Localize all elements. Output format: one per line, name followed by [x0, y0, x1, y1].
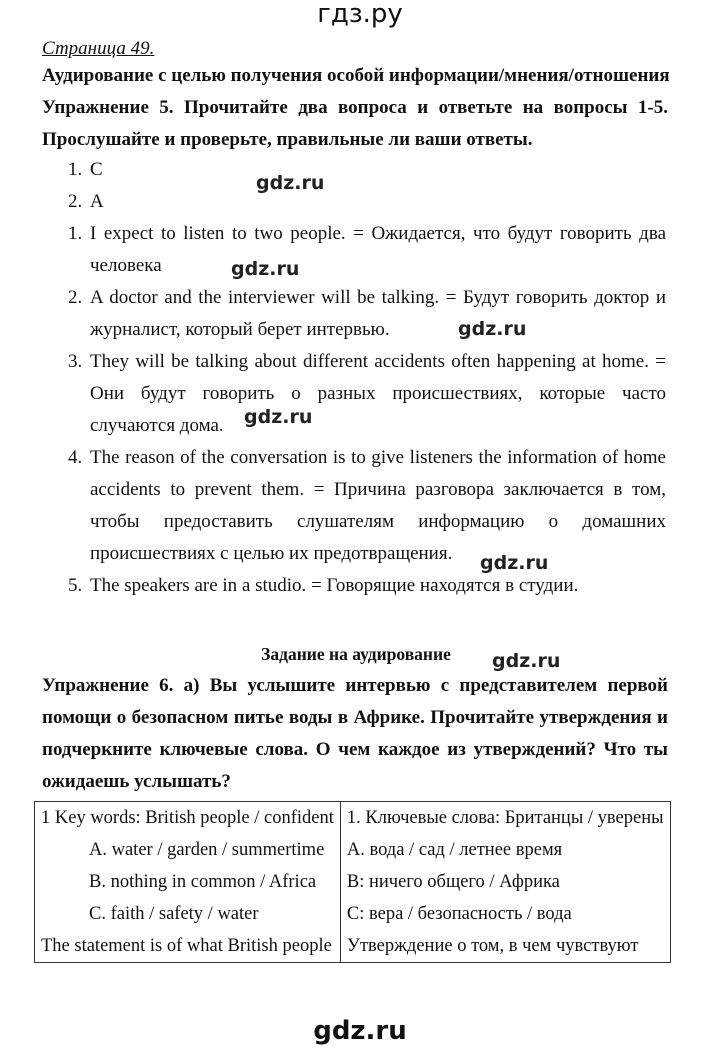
site-footer: gdz.ru	[313, 1016, 407, 1046]
watermark: gdz.ru	[256, 172, 325, 194]
item-number: 1.	[68, 223, 83, 244]
answer-text: C	[90, 159, 103, 180]
item-text: The speakers are in a studio. = Говорящие находятся в студии.	[90, 575, 579, 596]
table-line: 1 Key words: British people / confident	[41, 808, 334, 828]
page-label: Страница 49.	[42, 38, 155, 59]
watermark: gdz.ru	[492, 650, 561, 672]
item-number: 5.	[68, 575, 83, 596]
table-cell-left	[35, 802, 341, 963]
table-line: Утверждение о том, в чем чувствуют	[346, 936, 639, 956]
list-item	[68, 570, 666, 602]
table-line: А. вода / сад / летнее время	[346, 840, 563, 860]
exercise-6-instruction: Упражнение 6. а) Вы услышите интервью с представителем первой помощи о безопасном питье воды в Африке. Прочитайте утверждения и подчеркните ключевые слова. О чем каждое из утверждений? Что ты ожидаешь услышать?	[42, 675, 668, 792]
table-line: B. nothing in common / Africa	[89, 872, 317, 892]
item-text: I expect to listen to two people. = Ожидается, что будут говорить два человека	[90, 223, 666, 276]
list-item	[68, 282, 666, 346]
table-line: В: ничего общего / Африка	[346, 872, 560, 892]
item-number: 3.	[68, 351, 83, 372]
item-text: A doctor and the interviewer will be talking. = Будут говорить доктор и журналист, который берет интервью.	[90, 287, 666, 340]
answer-number: 2.	[68, 191, 83, 212]
watermark: gdz.ru	[458, 318, 527, 340]
watermark: gdz.ru	[244, 406, 313, 428]
item-number: 2.	[68, 287, 83, 308]
item-number: 4.	[68, 447, 83, 468]
watermark: gdz.ru	[480, 552, 549, 574]
item-text: The reason of the conversation is to give listeners the information of home accidents to prevent them. = Причина разговора заключается в том, чтобы предоставить слушателям информацию о домашних происшествиях с целью их предотвращения.	[90, 447, 666, 564]
item-text: They will be talking about different accidents often happening at home. = Они будут говорить о разных происшествиях, которые часто случаются дома.	[90, 351, 666, 436]
table-line: A. water / garden / summertime	[89, 840, 325, 860]
table-line: C. faith / safety / water	[89, 904, 259, 924]
list-item	[68, 218, 666, 282]
list-item	[68, 346, 666, 442]
table-row	[35, 802, 671, 963]
answer-2	[68, 186, 666, 218]
answer-text: A	[90, 191, 104, 212]
table-line: The statement is of what British people	[41, 936, 332, 956]
keywords-table	[34, 801, 671, 963]
section-heading: Аудирование с целью получения особой информации/мнения/отношения	[42, 65, 670, 86]
section-title: Задание на аудирование	[261, 644, 451, 664]
watermark: gdz.ru	[231, 258, 300, 280]
list-item	[68, 442, 666, 570]
site-header: гдз.ру	[317, 0, 403, 29]
table-cell-right	[340, 802, 670, 963]
table-line: С: вера / безопасность / вода	[346, 904, 572, 924]
answer-1	[68, 154, 666, 186]
exercise-5-instruction: Упражнение 5. Прочитайте два вопроса и ответьте на вопросы 1-5. Прослушайте и проверьте, правильные ли ваши ответы.	[42, 97, 668, 150]
table-line: 1. Ключевые слова: Британцы / уверены	[346, 808, 664, 828]
answer-number: 1.	[68, 159, 83, 180]
